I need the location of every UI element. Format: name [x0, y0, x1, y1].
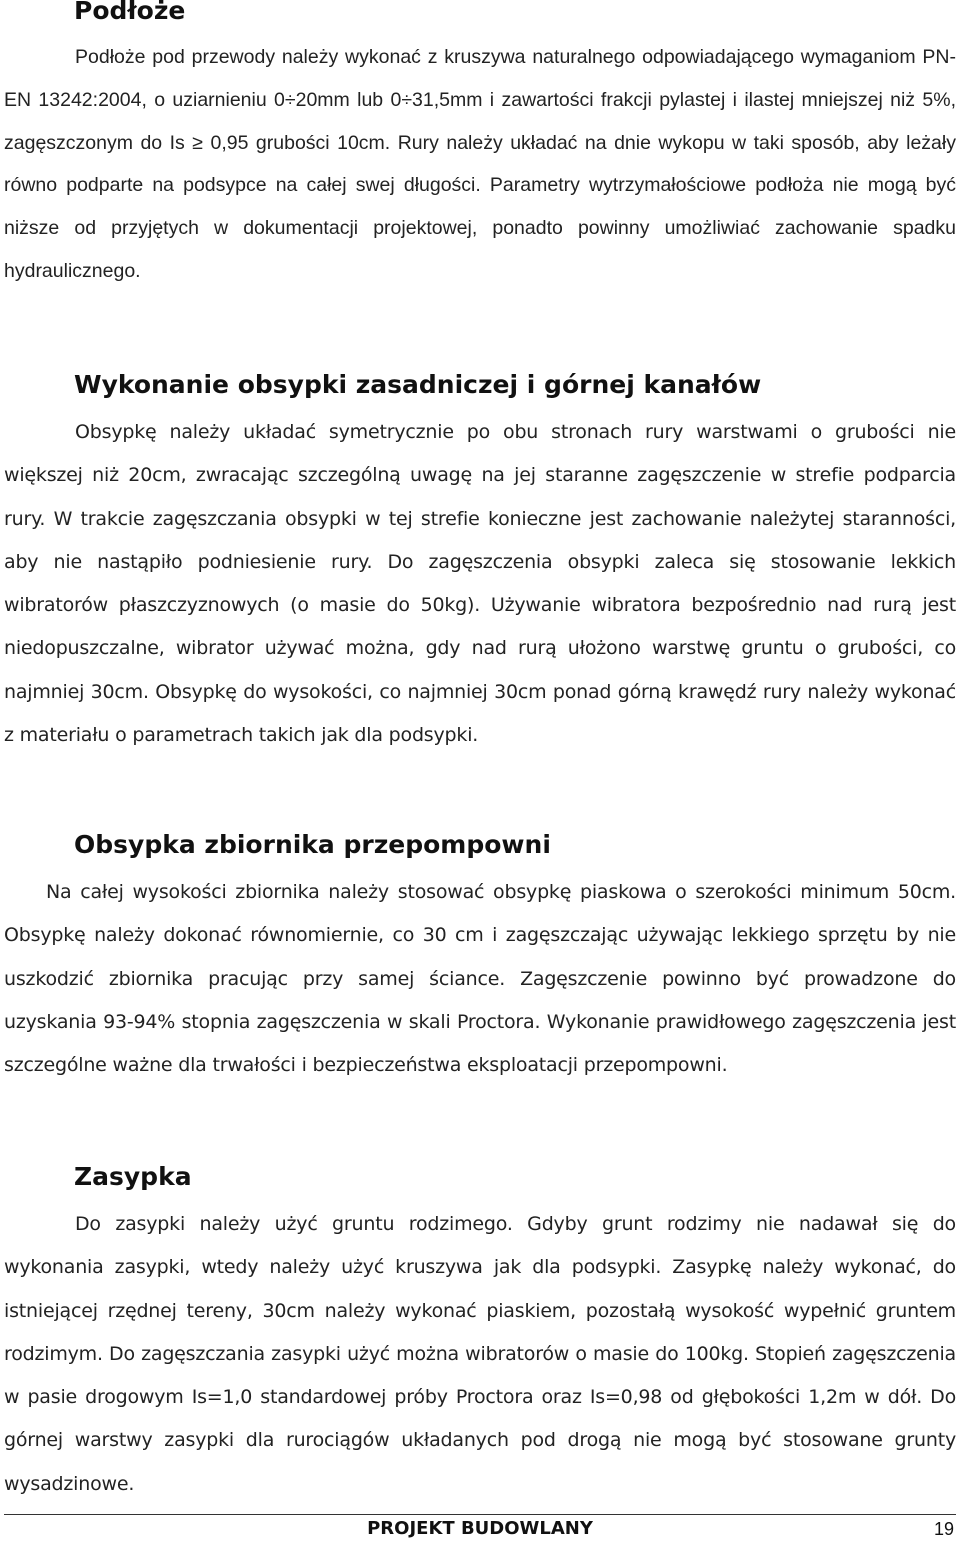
section-paragraph-podloze: Podłoże pod przewody należy wykonać z kruszywa naturalnego odpowiadającego wymaganiom PN-EN 13242:2004, o uziarnieniu 0÷20mm lub 0÷31,5mm i zawartości frakcji pylastej i ilastej mniejszej niż 5%, zagęszczonym do Is ≥ 0,95 grubości 10cm. Rury należy układać na dnie wykopu w taki sposób, aby leżały równo podparte na podsypce na całej swej długości. Parametry wytrzymałościowe podłoża nie mogą być niższe od przyjętych w dokumentacji projektowej, ponadto powinny umożliwiać zachowanie spadku hydraulicznego. — [4, 46, 956, 282]
section-paragraph-obsypka-zbiornika: Na całej wysokości zbiornika należy stosować obsypkę piaskowa o szerokości minimum 50cm. Obsypkę należy dokonać równomiernie, co 30 cm i zagęszczając używając lekkiego sprzętu by nie uszkodzić zbiornika pracując przy samej ściance. Zagęszczenie powinno być prowadzone do uzyskania 93-94% stopnia zagęszczenia w skali Proctora. Wykonanie prawidłowego zagęszczenia jest szczególne ważne dla trwałości i bezpieczeństwa eksploatacji przepompowni. — [4, 881, 956, 1077]
section-heading-zasypka: Zasypka — [74, 1162, 192, 1191]
page-number: 19 — [933, 1519, 954, 1539]
section-paragraph-obsypka-kanalow: Obsypkę należy układać symetrycznie po obu stronach rury warstwami o grubości nie większej niż 20cm, zwracając szczególną uwagę na jej staranne zagęszczenie w strefie podparcia rury. W trakcie zagęszczania obsypki w tej strefie konieczne jest zachowanie należytej staranności, aby nie nastąpiło podniesienie rury. Do zagęszczenia obsypki zaleca się stosowanie lekkich wibratorów płaszczyznowych (o masie do 50kg). Używanie wibratora bezpośrednio nad rurą jest niedopuszczalne, wibrator używać można, gdy nad rurą ułożono warstwę gruntu o grubości, co najmniej 30cm. Obsypkę do wysokości, co najmniej 30cm ponad górną krawędź rury należy wykonać z materiału o parametrach takich jak dla podsypki. — [4, 421, 956, 747]
section-heading-obsypka-kanalow: Wykonanie obsypki zasadniczej i górnej kanałów — [74, 370, 762, 399]
section-paragraph-zasypka: Do zasypki należy użyć gruntu rodzimego. Gdyby grunt rodzimy nie nadawał się do wykonania zasypki, wtedy należy użyć kruszywa jak dla podsypki. Zasypkę należy wykonać, do istniejącej rzędnej tereny, 30cm należy wykonać piaskiem, pozostałą wysokość wypełnić gruntem rodzimym. Do zagęszczania zasypki użyć można wibratorów o masie do 100kg. Stopień zagęszczenia w pasie drogowym Is=1,0 standardowej próby Proctora oraz Is=0,98 od głębokości 1,2m w dół. Do górnej warstwy zasypki dla rurociągów układanych pod drogą nie mogą być stosowane grunty wysadzinowe. — [4, 1213, 956, 1495]
section-heading-obsypka-zbiornika: Obsypka zbiornika przepompowni — [74, 830, 551, 859]
section-heading-podloze: Podłoże — [74, 0, 186, 25]
footer-title: PROJEKT BUDOWLANY — [367, 1518, 593, 1539]
footer-divider — [4, 1514, 956, 1515]
